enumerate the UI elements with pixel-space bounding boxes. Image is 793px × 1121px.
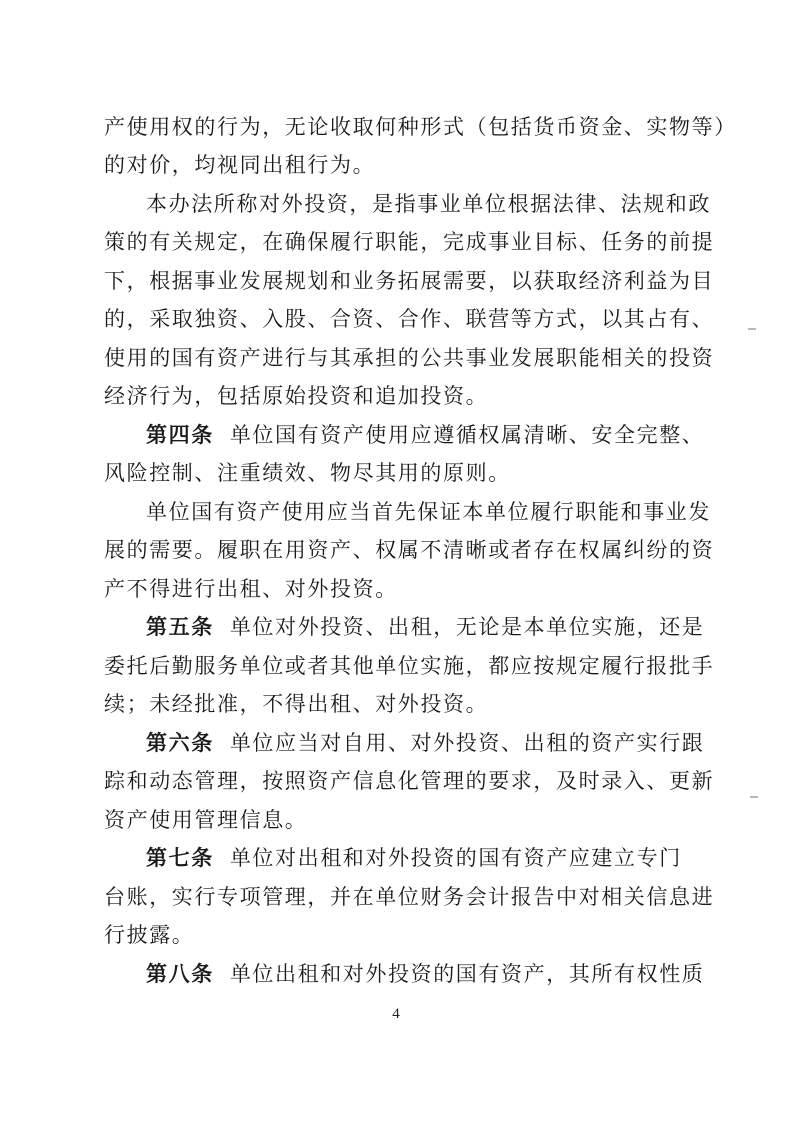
line-text: 单位对出租和对外投资的国有资产应建立专门 bbox=[229, 846, 682, 870]
line-text: 单位出租和对外投资的国有资产，其所有权性质 bbox=[229, 962, 705, 986]
line-text: 经济行为，包括原始投资和追加投资。 bbox=[104, 384, 489, 408]
scan-mark bbox=[748, 328, 756, 330]
line-text: 产使用权的行为，无论收取何种形式（包括货币资金、实物等） bbox=[104, 115, 737, 139]
article-heading: 第八条 bbox=[146, 961, 214, 986]
text-line bbox=[104, 454, 694, 492]
line-text: 下，根据事业发展规划和业务拓展需要，以获取经济利益为目 bbox=[104, 269, 715, 293]
text-line bbox=[104, 531, 715, 569]
text-line bbox=[146, 724, 705, 762]
text-line bbox=[146, 955, 705, 993]
article-heading: 第七条 bbox=[146, 845, 214, 870]
line-text: 台账，实行专项管理，并在单位财务会计报告中对相关信息进 bbox=[104, 885, 715, 909]
line-text: 使用的国有资产进行与其承担的公共事业发展职能相关的投资 bbox=[104, 346, 715, 370]
text-line bbox=[104, 339, 715, 377]
text-line bbox=[146, 416, 705, 454]
text-line bbox=[104, 647, 715, 685]
line-text: 的对价，均视同出租行为。 bbox=[104, 153, 376, 177]
text-line bbox=[104, 223, 715, 261]
line-text: 单位国有资产使用应当首先保证本单位履行职能和事业发 bbox=[146, 500, 711, 524]
text-line bbox=[146, 185, 711, 223]
line-text: 踪和动态管理，按照资产信息化管理的要求，及时录入、更新 bbox=[104, 769, 715, 793]
text-line bbox=[104, 262, 715, 300]
line-text: 产不得进行出租、对外投资。 bbox=[104, 577, 398, 601]
page-number: 4 bbox=[392, 1006, 400, 1022]
text-line bbox=[104, 108, 737, 146]
line-text: 单位国有资产使用应遵循权属清晰、安全完整、 bbox=[229, 423, 705, 447]
article-heading: 第五条 bbox=[146, 614, 214, 639]
line-text: 单位对外投资、出租，无论是本单位实施，还是 bbox=[229, 615, 705, 639]
line-text: 委托后勤服务单位或者其他单位实施，都应按规定履行报批手 bbox=[104, 654, 715, 678]
article-heading: 第四条 bbox=[146, 422, 214, 447]
line-text: 行披露。 bbox=[104, 923, 195, 947]
line-text: 续；未经批准，不得出租、对外投资。 bbox=[104, 692, 489, 716]
line-text: 风险控制、注重绩效、物尽其用的原则。 bbox=[104, 461, 511, 485]
text-line bbox=[104, 878, 715, 916]
text-line bbox=[146, 839, 694, 877]
text-line bbox=[104, 685, 694, 723]
text-line bbox=[104, 377, 694, 415]
line-text: 策的有关规定，在确保履行职能，完成事业目标、任务的前提 bbox=[104, 230, 715, 254]
line-text: 资产使用管理信息。 bbox=[104, 808, 308, 832]
text-line bbox=[146, 608, 705, 646]
text-line bbox=[146, 493, 711, 531]
article-heading: 第六条 bbox=[146, 730, 214, 755]
scan-mark bbox=[750, 796, 758, 798]
line-text: 本办法所称对外投资，是指事业单位根据法律、法规和政 bbox=[146, 192, 711, 216]
line-text: 单位应当对自用、对外投资、出租的资产实行跟 bbox=[229, 731, 705, 755]
text-line bbox=[104, 801, 694, 839]
text-line bbox=[104, 916, 694, 954]
text-line bbox=[104, 762, 715, 800]
line-text: 的，采取独资、入股、合资、合作、联营等方式，以其占有、 bbox=[104, 307, 715, 331]
text-line bbox=[104, 570, 694, 608]
text-line bbox=[104, 146, 694, 184]
line-text: 展的需要。履职在用资产、权属不清晰或者存在权属纠纷的资 bbox=[104, 538, 715, 562]
text-line bbox=[104, 300, 715, 338]
